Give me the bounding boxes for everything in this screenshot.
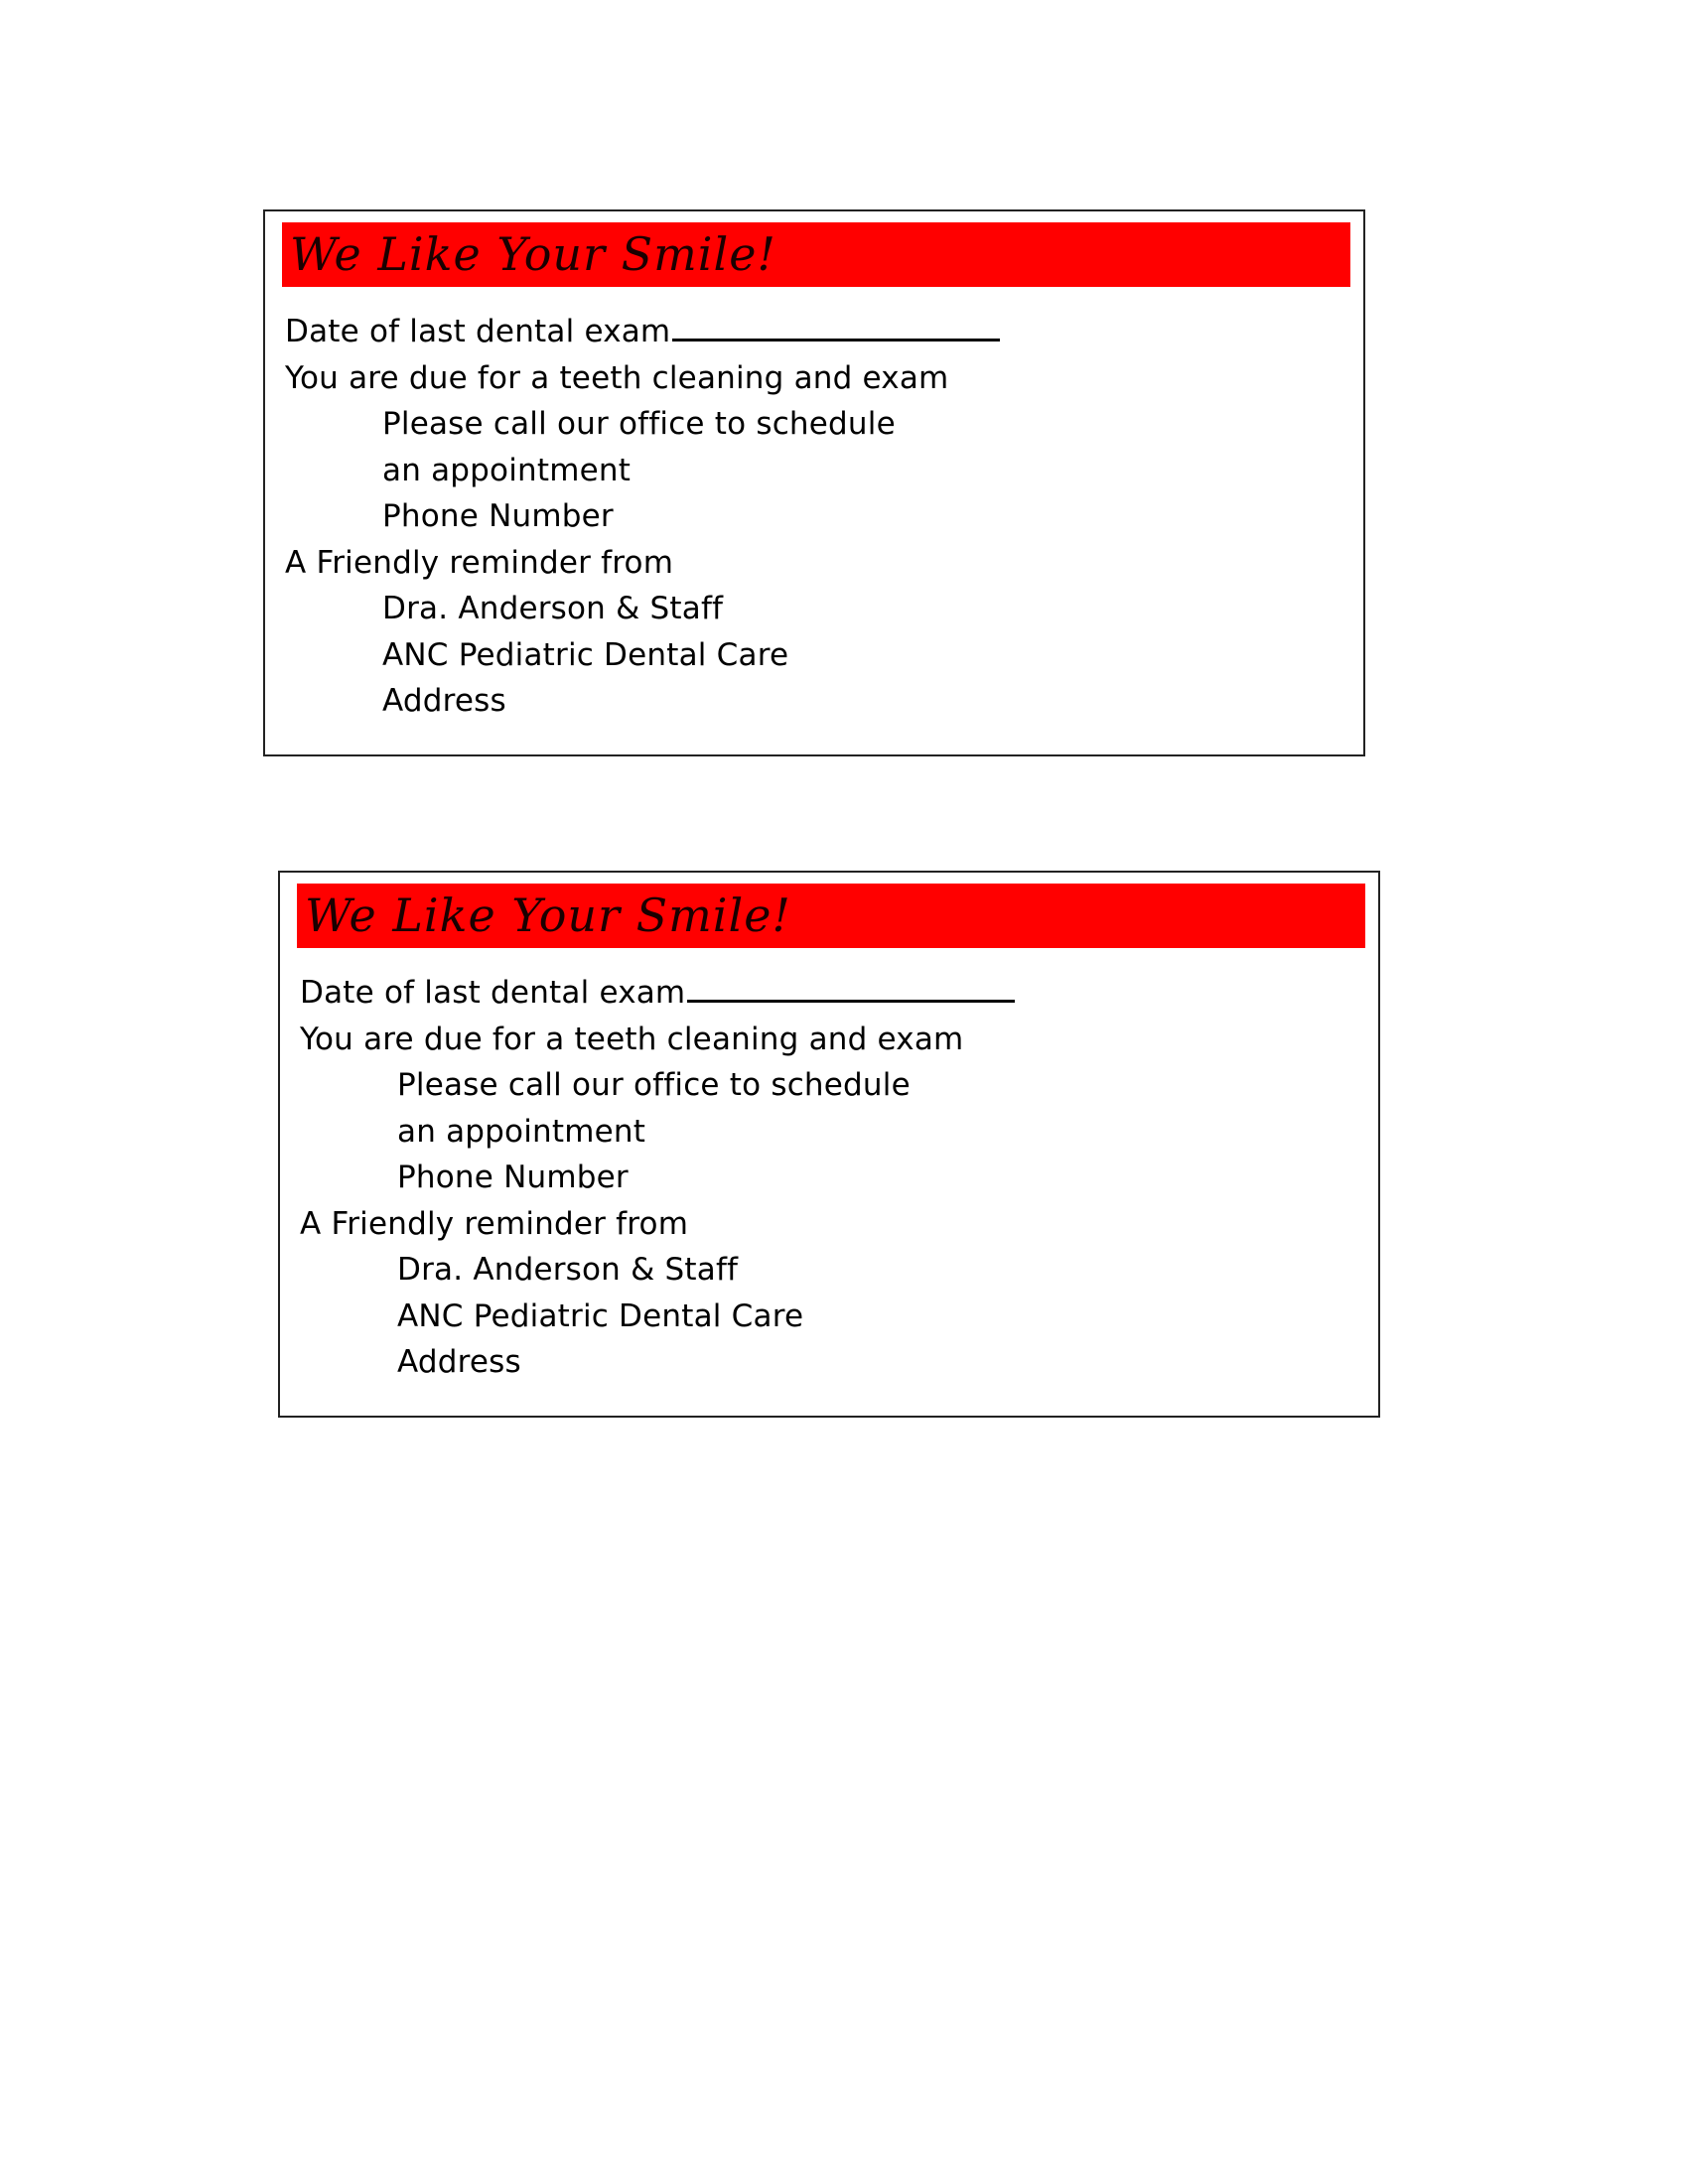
address-label: Address	[397, 1344, 521, 1380]
phone-number-label: Phone Number	[397, 1160, 629, 1195]
card-body	[300, 970, 1378, 1386]
due-line: You are due for a teeth cleaning and exam	[285, 359, 949, 396]
reminder-line: A Friendly reminder from	[285, 544, 674, 581]
reminder-line: A Friendly reminder from	[300, 1205, 689, 1242]
reminder-card-2	[278, 871, 1380, 1418]
card-title: We Like Your Smile!	[305, 888, 791, 942]
doctor-line: Dra. Anderson & Staff	[397, 1252, 739, 1288]
call-line: Please call our office to schedule	[382, 406, 896, 442]
call-line: Please call our office to schedule	[397, 1067, 911, 1103]
card-header-banner	[297, 884, 1365, 948]
card-body	[285, 309, 1363, 725]
phone-number-label: Phone Number	[382, 498, 614, 534]
date-of-last-exam-line	[285, 309, 1363, 355]
practice-name: ANC Pediatric Dental Care	[397, 1297, 804, 1334]
date-of-last-exam-line	[300, 970, 1378, 1017]
card-title: We Like Your Smile!	[290, 227, 776, 281]
appointment-line: an appointment	[397, 1113, 646, 1150]
date-of-last-exam-label: Date of last dental exam	[300, 975, 686, 1011]
due-line: You are due for a teeth cleaning and exam	[300, 1021, 964, 1057]
practice-name: ANC Pediatric Dental Care	[382, 636, 789, 673]
date-of-last-exam-blank[interactable]	[672, 339, 1000, 341]
card-header-banner	[282, 222, 1350, 287]
appointment-line: an appointment	[382, 452, 632, 488]
reminder-card-1	[263, 209, 1365, 756]
date-of-last-exam-blank[interactable]	[687, 1000, 1015, 1003]
date-of-last-exam-label: Date of last dental exam	[285, 314, 671, 349]
doctor-line: Dra. Anderson & Staff	[382, 591, 724, 626]
address-label: Address	[382, 683, 506, 719]
